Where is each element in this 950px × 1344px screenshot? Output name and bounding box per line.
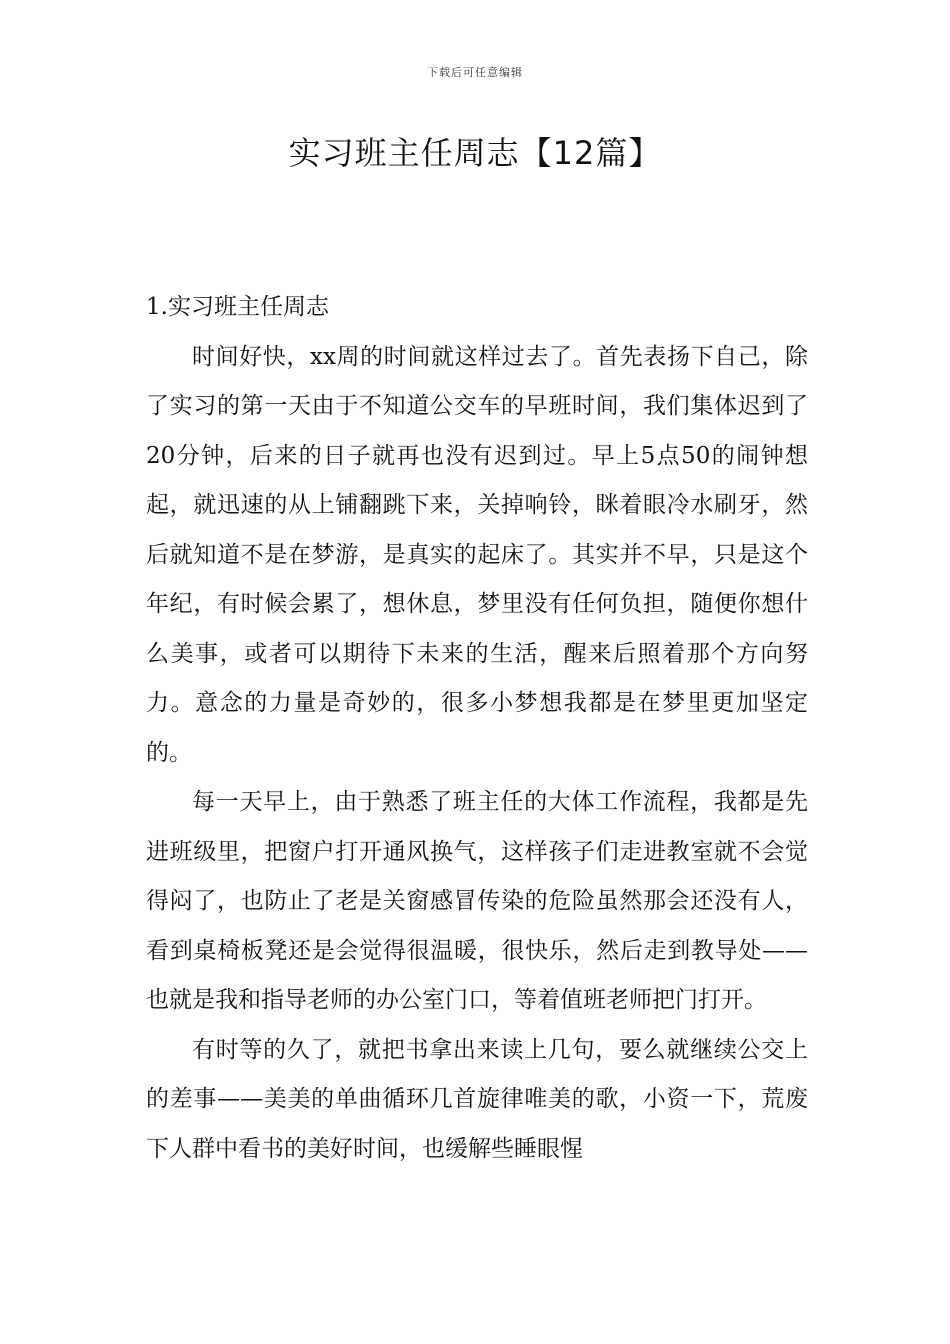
paragraph: 有时等的久了，就把书拿出来读上几句，要么就继续公交上的差事——美美的单曲循环几首旋律唯美的歌，小资一下，荒废下人群中看书的美好时间，也缓解些睡眼惺 bbox=[146, 1036, 808, 1162]
document-body bbox=[146, 283, 808, 1174]
document-title: 实习班主任周志【12篇】 bbox=[288, 134, 662, 172]
header-note: 下载后可任意编辑 bbox=[427, 66, 523, 79]
paragraph: 时间好快，xx周的时间就这样过去了。首先表扬下自己，除了实习的第一天由于不知道公交车的早班时间，我们集体迟到了20分钟，后来的日子就再也没有迟到过。早上5点50的闹钟想起，就迅速的从上铺翻跳下来，关掉响铃，眯着眼冷水刷牙，然后就知道不是在梦游，是真实的起床了。其实并不早，只是这个年纪，有时候会累了，想休息，梦里没有任何负担，随便你想什么美事，或者可以期待下未来的生活，醒来后照着那个方向努力。意念的力量是奇妙的，很多小梦想我都是在梦里更加坚定的。 bbox=[146, 343, 808, 766]
paragraph: 每一天早上，由于熟悉了班主任的大体工作流程，我都是先进班级里，把窗户打开通风换气，这样孩子们走进教室就不会觉得闷了，也防止了老是关窗感冒传染的危险虽然那会还没有人，看到桌椅板凳还是会觉得很温暖，很快乐，然后走到教导处——也就是我和指导老师的办公室门口，等着值班老师把门打开。 bbox=[146, 789, 808, 1013]
section-heading: 1.实习班主任周志 bbox=[146, 294, 329, 320]
